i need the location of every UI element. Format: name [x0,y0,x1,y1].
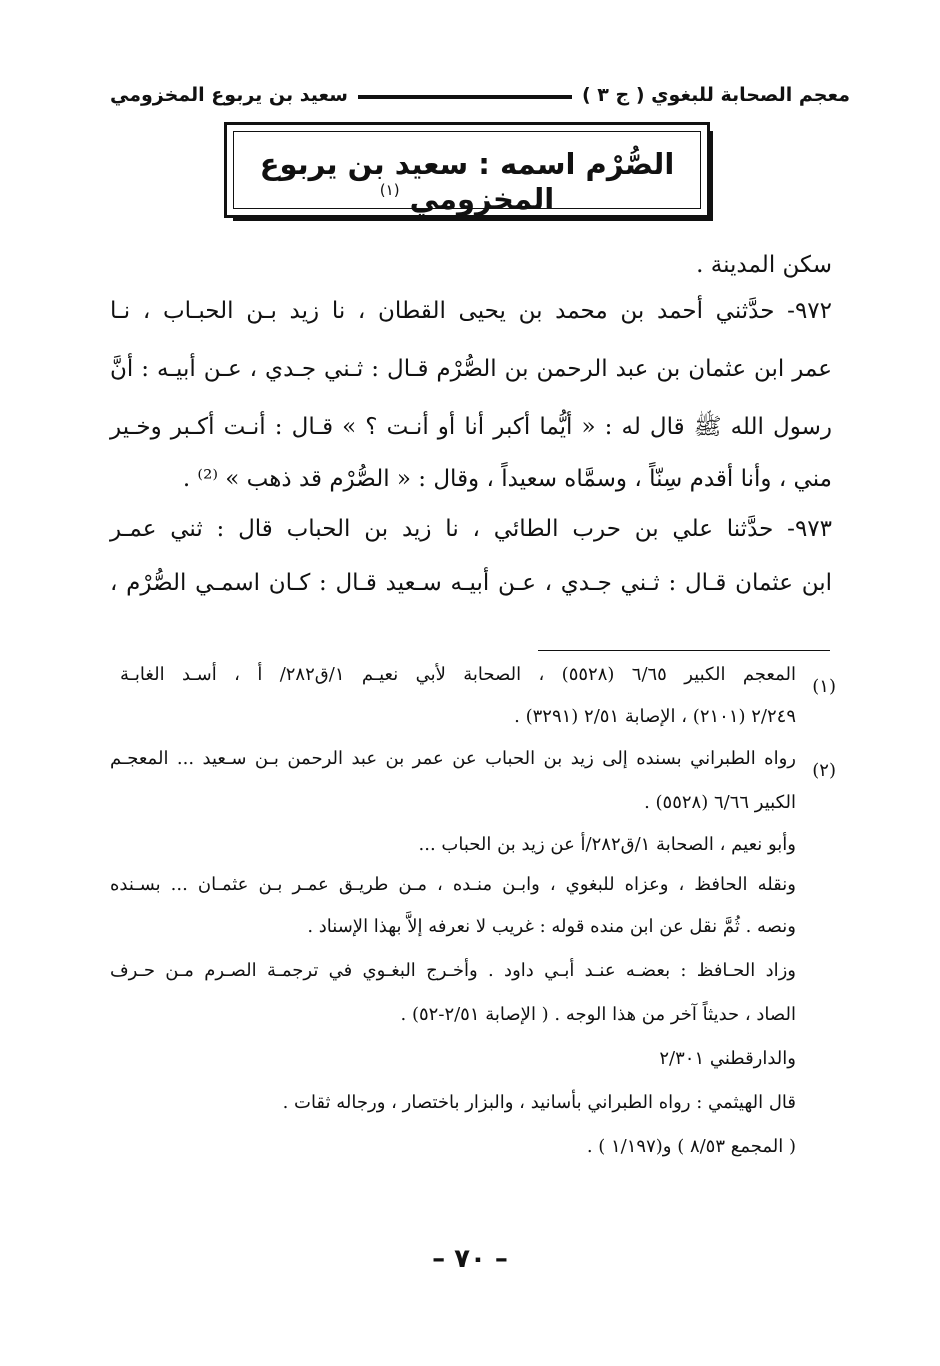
footnote-number: (١) [812,676,836,697]
body-line: ابن عثمان قـال : ثـني جـدي ، عـن أبيـه سـعيد قـال : كـان اسمـي الصُّرْم ، [110,570,832,596]
page-number: – ٧٠ – [432,1244,508,1274]
entry-title [227,147,707,216]
footnote-line: وأبو نعيم ، الصحابة ١/ق٢٨٢/أ عن زيد بن الحباب ... [418,834,796,855]
running-header [110,78,850,112]
running-header-book: معجم الصحابة للبغوي ( ج ٣ ) [581,84,850,106]
footnote-line: ٢/٢٤٩ (٢١٠١) ، الإصابة ٢/٥١ (٣٢٩١) . [514,706,796,727]
footnote-2 [110,748,836,1188]
footnote-line: المعجم الكبير ٦/٦٥ (٥٥٢٨) ، الصحابة لأبي نعيـم ١/ق٢٨٢/ أ ، أسـد الغابـة [120,664,796,685]
footnote-line: ونصه . ثُمَّ نقل عن ابن منده قوله : غريب لا نعرفه إلاَّ بهذا الإسناد . [307,916,796,937]
footnote-line: وزاد الحـافظ : بعضـه عنـد أبـي داود . وأخـرج البغـوي في ترجمـة الصـرم مـن حـرف [110,960,796,981]
footnote-line: رواه الطبراني بسنده إلى زيد بن الحباب عن عمر بن عبد الرحمن بـن سـعيد ... المعجـم [110,748,796,769]
running-header-chapter: سعيد بن يربوع المخزومي [110,84,348,106]
footnote-number: (٢) [812,760,836,781]
footnote-line: ( المجمع ٨/٥٣ ) و(١/١٩٧ ) . [586,1136,796,1157]
body-line: سكن المدينة . [696,252,832,278]
footnote-line: الكبير ٦/٦٦ (٥٥٢٨) . [644,792,796,813]
footnote-line: قال الهيثمي : رواه الطبراني بأسانيد ، والبزار باختصار ، ورجاله ثقات . [282,1092,796,1113]
footnote-line: ونقله الحافظ ، وعزاه للبغوي ، وابـن منـده ، مـن طريـق عمـر بـن عثمـان ... بسـنده [110,874,796,895]
body-line: مني ، وأنا أقدم سِنّاً ، وسمَّاه سعيداً ، وقال : « الصُّرْم قد ذهب » ⁽²⁾ . [182,466,832,492]
footnote-separator [538,650,830,651]
entry-title-text: الصُّرْم اسمه : سعيد بن يربوع المخزومي [259,147,675,216]
footnote-line: والدارقطني ٢/٣٠١ [659,1048,796,1069]
body-line: ٩٧٢- حدَّثني أحمد بن محمد بن يحيى القطان ، نا زيد بـن الحبـاب ، نـا [110,298,832,324]
footnote-ref-1: (١) [379,181,400,199]
entry-body [110,240,832,620]
body-line: رسول الله ﷺ قال له : « أيُّما أكبر أنا أو أنـت ؟ » قـال : أنـت أكـبر وخـير [110,414,832,440]
header-rule [358,95,572,99]
footnote-1 [110,664,836,744]
title-frame [224,122,710,218]
footnote-line: الصاد ، حديثاً آخر من هذا الوجه . ( الإصابة ٢/٥١-٥٢) . [400,1004,796,1025]
body-line: ٩٧٣- حدَّثنا علي بن حرب الطائي ، نا زيد بن الحباب قال : ثني عمـر [110,516,832,542]
body-line: عمر ابن عثمان بن عبد الرحمن بن الصُّرْم قـال : ثـني جـدي ، عـن أبيـه : أنَّ [110,356,832,382]
